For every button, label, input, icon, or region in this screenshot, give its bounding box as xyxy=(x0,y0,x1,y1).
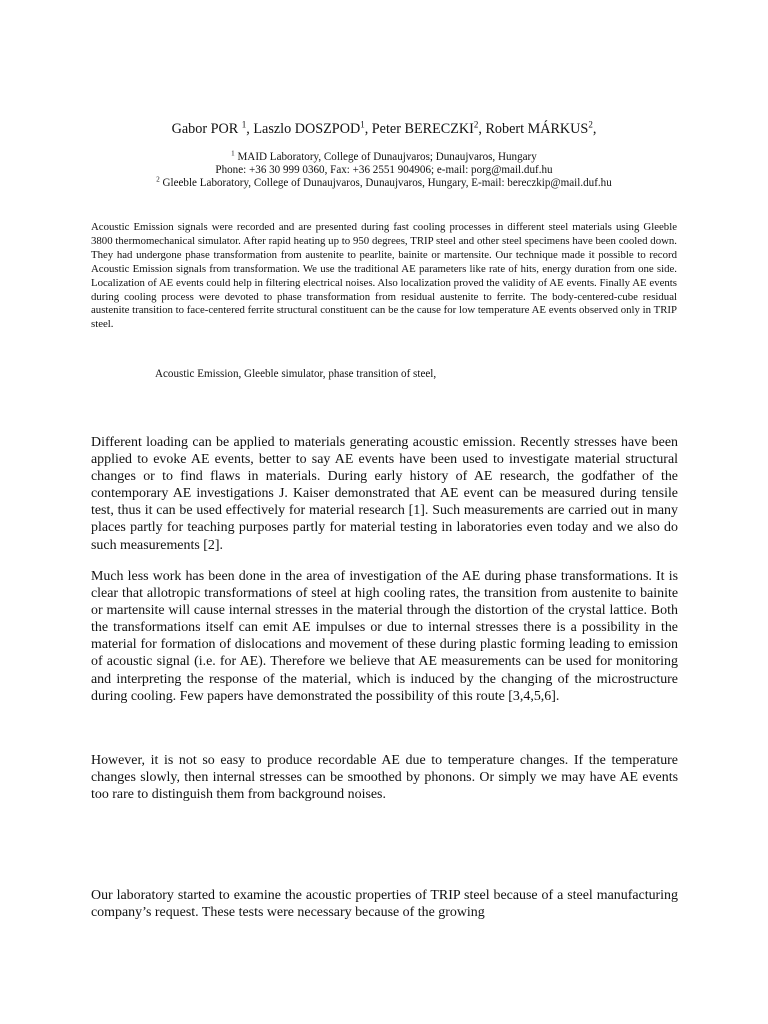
author-line xyxy=(0,120,768,138)
author-name: , Peter BERECZKI xyxy=(364,121,474,137)
body-paragraph: However, it is not so easy to produce recordable AE due to temperature changes. If the temperature changes slowly, then internal stresses can be smoothed by phonons. Or simply we may have AE events too rare to distinguish them from background noises. xyxy=(91,753,678,803)
abstract-text: Acoustic Emission signals were recorded and are presented during fast cooling processes in different steel materials using Gleeble 3800 thermomechanical simulator. After rapid heating up to 950 degrees, TRIP steel and other steel specimens have been cooled down. They had undergone phase transformation from austenite to pearlite, bainite or martensite. Our technique made it possible to record Acoustic Emission signals from transformation. We use the traditional AE parameters like rate of hits, energy duration from one side. Localization of AE events could help in filtering electrical noises. Also localization proved the validity of AE events. Finally AE events during cooling process were devoted to phase transformation from residual austenite to ferrite. The body-centered-cube residual austenite transition to face-centered ferrite structural constituent can be the cause for low temperature AE events observed only in TRIP steel. xyxy=(91,221,677,331)
author-line-tail: , xyxy=(592,121,597,137)
affiliation-marker: 1 xyxy=(241,119,247,130)
affiliation-marker: 1 xyxy=(360,119,365,130)
author-name: , Robert MÁRKUS xyxy=(478,121,589,137)
affiliation-marker: 2 xyxy=(156,175,160,184)
body-paragraph: Much less work has been done in the area of investigation of the AE during phase transformations. It is clear that allotropic transformations of steel at high cooling rates, the transition from austenite to bainite or martensite will cause internal stresses in the material through the distortion of the crystal lattice. Both the transformations itself can emit AE impulses or due to internal stresses there is a possibility in the material for formation of dislocations and movement of these during plastic forming leading to emission of acoustic signal (i.e. for AE). Therefore we believe that AE measurements can be used for monitoring and interpreting the response of the material, which is induced by the changing of the microstructure during cooling. Few papers have demonstrated the possibility of this route [3,4,5,6]. xyxy=(91,569,678,704)
affiliations xyxy=(0,151,768,190)
author-name: , Laszlo DOSZPOD xyxy=(246,121,361,137)
affiliation-1 xyxy=(0,151,768,164)
affiliation-1-contact: Phone: +36 30 999 0360, Fax: +36 2551 904906; e-mail: porg@mail.duf.hu xyxy=(215,164,553,176)
affiliation-marker: 2 xyxy=(588,119,593,130)
affiliation-2-text: Gleeble Laboratory, College of Dunaujvaros, Dunaujvaros, Hungary, E-mail: bereczkip@mail.duf.hu xyxy=(159,177,612,189)
affiliation-marker: 2 xyxy=(473,119,479,130)
body-paragraph: Different loading can be applied to materials generating acoustic emission. Recently stresses have been applied to evoke AE events, better to say AE events have been used to investigate material structural changes or to find flaws in materials. During early history of AE research, the godfather of the contemporary AE investigations J. Kaiser demonstrated that AE event can be measured during tensile test, thus it can be used effectively for material research [1]. Such measurements are carried out in many places partly for teaching purposes partly for material testing in laboratories even today and we also do such measurements [2]. xyxy=(91,435,678,553)
author-name: Gabor POR xyxy=(171,121,242,137)
affiliation-marker: 1 xyxy=(231,149,235,158)
affiliation-1-text: MAID Laboratory, College of Dunaujvaros; Dunaujvaros, Hungary xyxy=(234,151,537,163)
body-paragraph: Our laboratory started to examine the acoustic properties of TRIP steel because of a steel manufacturing company’s request. These tests were necessary because of the growing xyxy=(91,888,678,921)
keywords-text: Acoustic Emission, Gleeble simulator, phase transition of steel, xyxy=(155,368,437,380)
affiliation-2 xyxy=(0,177,768,190)
